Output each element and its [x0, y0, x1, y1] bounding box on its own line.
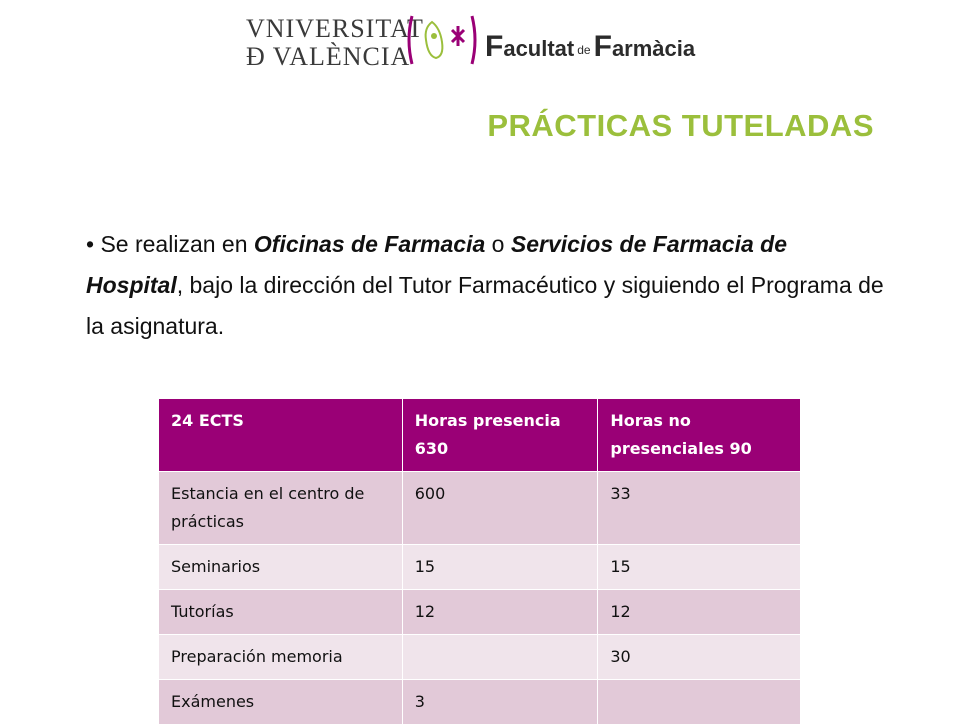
bullet: •	[86, 231, 95, 257]
table-cell: 30	[598, 635, 801, 680]
university-name-line1: VNIVERSITAT	[246, 14, 424, 43]
table-cell: 33	[598, 472, 801, 545]
table-cell: Tutorías	[159, 590, 403, 635]
paragraph-text-3: , bajo la dirección del Tutor Farmacéutico y siguiendo el Programa de la asignatura.	[86, 272, 884, 339]
faculty-word-1: acultat	[503, 36, 575, 61]
faculty-word-2: armàcia	[611, 36, 696, 61]
faculty-emblem-icon	[406, 12, 478, 68]
table-row	[159, 635, 801, 680]
table-header-cell: 24 ECTS	[159, 399, 403, 472]
table-cell: 12	[402, 590, 598, 635]
table-row	[159, 680, 801, 725]
table-header-row	[159, 399, 801, 472]
faculty-name	[485, 30, 695, 64]
university-name-line2: Ð VALÈNCIA	[246, 42, 411, 71]
table-cell: 15	[402, 545, 598, 590]
ects-table	[158, 398, 801, 725]
table-cell: 15	[598, 545, 801, 590]
table-cell: 3	[402, 680, 598, 725]
table-row	[159, 472, 801, 545]
table-cell: Preparación memoria	[159, 635, 403, 680]
faculty-de: de	[577, 43, 591, 58]
page-title: PRÁCTICAS TUTELADAS	[487, 108, 874, 143]
header	[240, 8, 720, 72]
description-paragraph	[86, 224, 886, 347]
table-cell	[402, 635, 598, 680]
paragraph-text-2: o	[485, 231, 511, 257]
table-cell	[598, 680, 801, 725]
table-row	[159, 590, 801, 635]
paragraph-emphasis-2: Servicios de Farmacia de Hospital	[86, 231, 788, 298]
table-cell: Seminarios	[159, 545, 403, 590]
paragraph-emphasis-1: Oficinas de Farmacia	[253, 231, 486, 257]
table-header-cell: Horas no presenciales 90	[598, 399, 801, 472]
table-cell: Exámenes	[159, 680, 403, 725]
faculty-initial-1: F	[485, 30, 504, 63]
table-cell: 12	[598, 590, 801, 635]
faculty-initial-2: F	[593, 30, 612, 63]
table-header-cell: Horas presencia 630	[402, 399, 598, 472]
table-cell: 600	[402, 472, 598, 545]
table-row	[159, 545, 801, 590]
university-logo	[246, 14, 424, 71]
paragraph-text-1: Se realizan en	[100, 231, 254, 257]
table-cell: Estancia en el centro de prácticas	[159, 472, 403, 545]
